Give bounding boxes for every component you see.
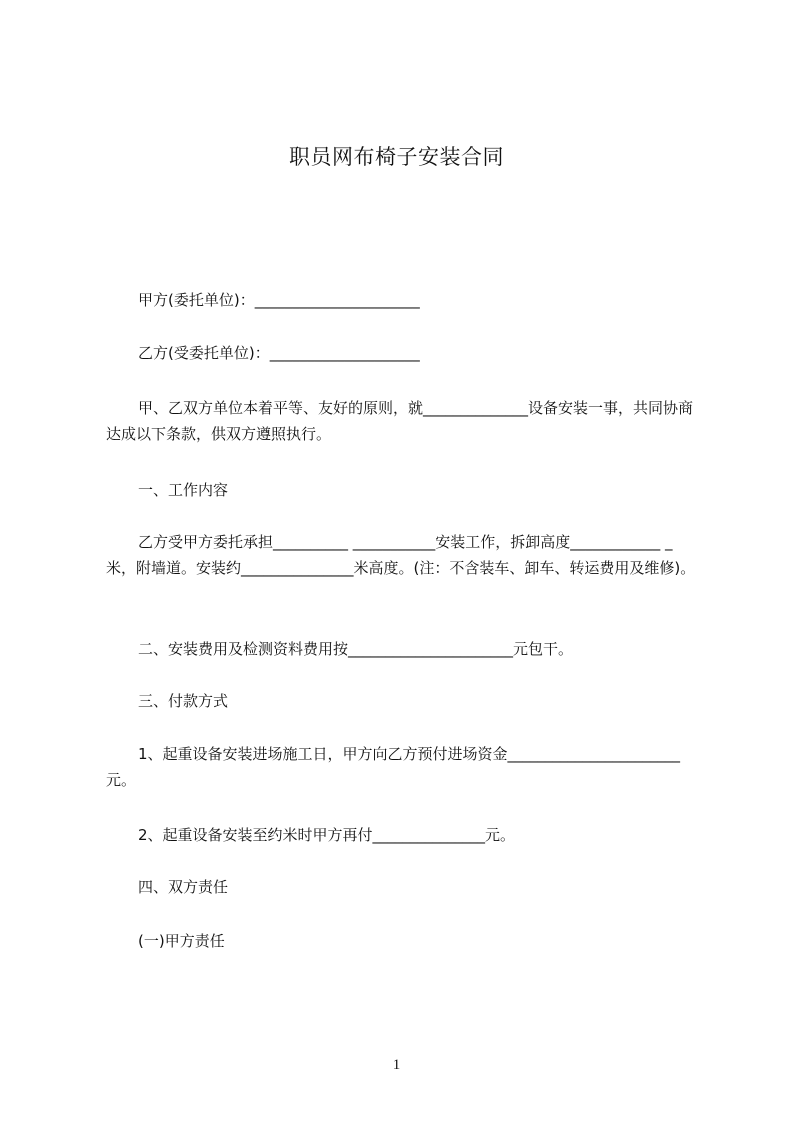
fee-clause: 二、安装费用及检测资料费用按______________________元包干。 (138, 640, 574, 658)
section-heading-work-content: 一、工作内容 (138, 481, 229, 499)
section-heading-payment: 三、付款方式 (138, 692, 229, 710)
party-a-line: 甲方(委托单位)：______________________ (138, 291, 420, 309)
page-number: 1 (392, 1057, 401, 1073)
party-b-line: 乙方(受委托单位)：____________________ (138, 344, 420, 362)
payment-item-1: 1、起重设备安装进场施工日，甲方向乙方预付进场资金_______________________元。 (106, 745, 681, 789)
section-heading-responsibilities: 四、双方责任 (138, 878, 229, 896)
payment-item-2: 2、起重设备安装至约米时甲方再付_______________元。 (138, 826, 516, 844)
document-title: 职员网布椅子安装合同 (289, 145, 504, 169)
work-content-paragraph: 乙方受甲方委托承担__________ ___________安装工作，拆卸高度____________ _米，附墙道。安装约_______________米高度。(注：不含装车、卸车、转运费用及维修)。 (106, 533, 696, 577)
intro-paragraph: 甲、乙双方单位本着平等、友好的原则，就______________设备安装一事，共同协商达成以下条款，供双方遵照执行。 (106, 399, 694, 443)
subsection-heading-party-a: (一)甲方责任 (138, 932, 225, 950)
